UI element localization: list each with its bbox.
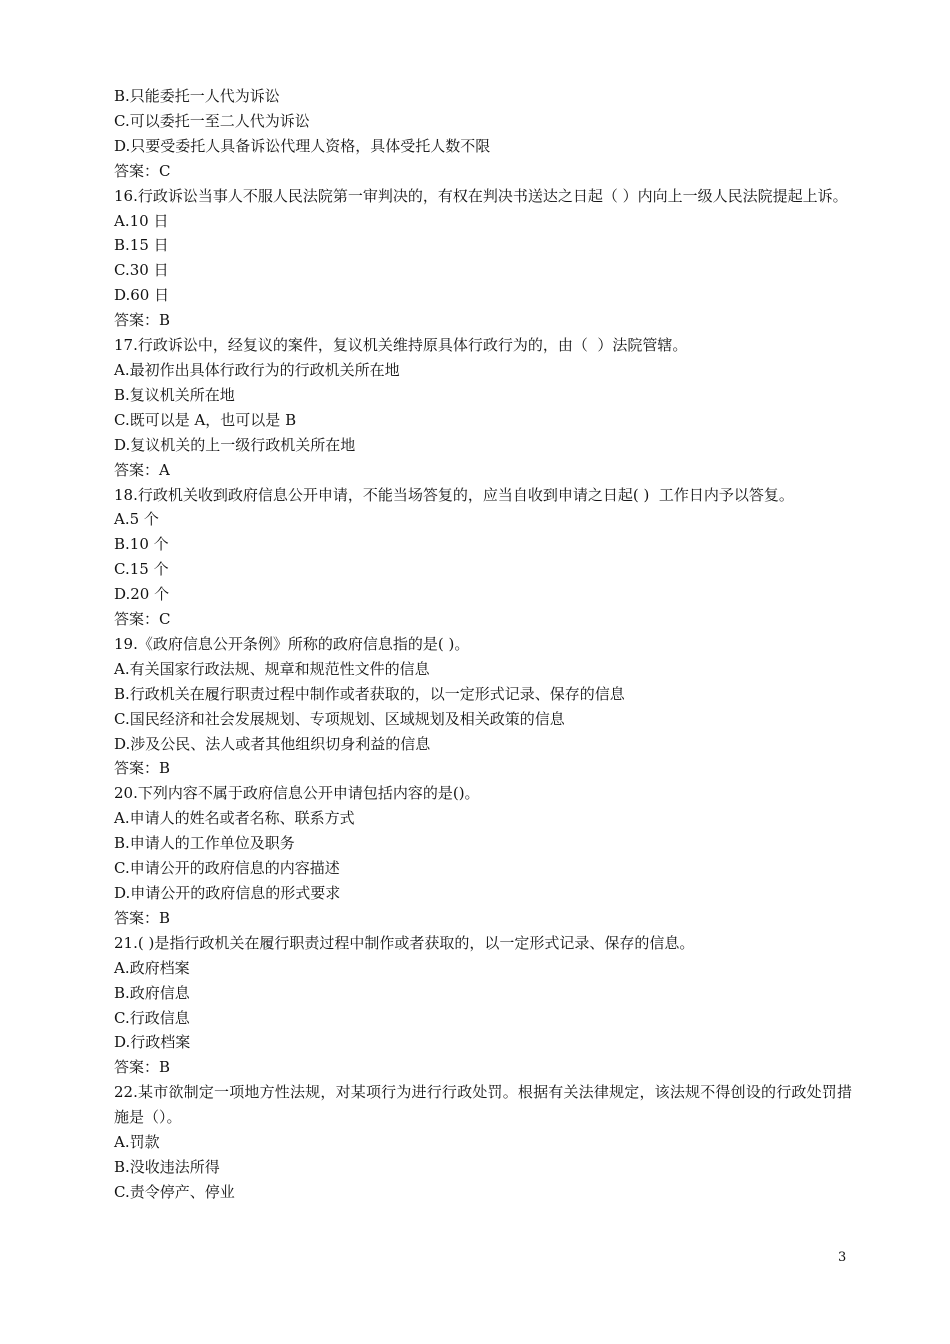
text-line: C.15 个 xyxy=(114,560,169,579)
text-line: B.10 个 xyxy=(114,535,169,554)
text-line: C.可以委托一至二人代为诉讼 xyxy=(114,111,310,130)
text-line: A.有关国家行政法规、规章和规范性文件的信息 xyxy=(114,659,430,678)
text-line: 答案：C xyxy=(114,610,171,629)
text-line: A.10 日 xyxy=(114,211,169,230)
text-line: A.罚款 xyxy=(114,1133,160,1152)
text-line: C.既可以是 A，也可以是 B xyxy=(114,410,297,429)
text-line: 20.下列内容不属于政府信息公开申请包括内容的是()。 xyxy=(114,784,480,803)
text-line: D.20 个 xyxy=(114,585,170,604)
text-line: D.60 日 xyxy=(114,286,170,305)
text-line: A.最初作出具体行政行为的行政机关所在地 xyxy=(114,360,400,379)
text-line: B.申请人的工作单位及职务 xyxy=(114,834,295,853)
text-line: 答案：B xyxy=(114,1058,171,1077)
text-line: D.只要受委托人具备诉讼代理人资格，具体受托人数不限 xyxy=(114,136,491,155)
text-line: 答案：A xyxy=(114,460,170,479)
text-line: 答案：B xyxy=(114,759,171,778)
text-line: B.只能委托一人代为诉讼 xyxy=(114,87,280,105)
text-line: D.申请公开的政府信息的形式要求 xyxy=(114,884,341,902)
document-body xyxy=(114,84,852,1205)
text-line: C.申请公开的政府信息的内容描述 xyxy=(114,859,340,878)
text-line: C.30 日 xyxy=(114,261,169,280)
text-line: B.政府信息 xyxy=(114,983,190,1002)
text-line: 答案：C xyxy=(114,161,171,180)
text-line: D.复议机关的上一级行政机关所在地 xyxy=(114,435,356,454)
text-line: D.涉及公民、法人或者其他组织切身利益的信息 xyxy=(114,734,431,753)
text-line: 22.某市欲制定一项地方性法规，对某项行为进行行政处罚。根据有关法律规定，该法规不得创设的行政处罚措施是（）。 xyxy=(114,1083,852,1127)
text-line: 18.行政机关收到政府信息公开申请，不能当场答复的，应当自收到申请之日起( ) 工作日内予以答复。 xyxy=(114,485,794,504)
text-line: C.国民经济和社会发展规划、专项规划、区域规划及相关政策的信息 xyxy=(114,709,565,728)
text-line: D.行政档案 xyxy=(114,1033,191,1052)
text-line: B.行政机关在履行职责过程中制作或者获取的，以一定形式记录、保存的信息 xyxy=(114,684,625,703)
text-line: B.没收违法所得 xyxy=(114,1157,220,1176)
text-line: 21.( )是指行政机关在履行职责过程中制作或者获取的，以一定形式记录、保存的信息。 xyxy=(114,933,695,952)
text-line: B.15 日 xyxy=(114,236,169,255)
page-number: 3 xyxy=(838,1250,847,1265)
text-line: 19.《政府信息公开条例》所称的政府信息指的是( )。 xyxy=(114,634,470,653)
text-line: 答案：B xyxy=(114,908,171,927)
text-line: 17.行政诉讼中，经复议的案件，复议机关维持原具体行政行为的，由（ ）法院管辖。 xyxy=(114,336,688,355)
text-line: 答案：B xyxy=(114,311,171,330)
text-line: A.申请人的姓名或者名称、联系方式 xyxy=(114,809,355,828)
text-line: A.政府档案 xyxy=(114,958,190,977)
text-line: C.行政信息 xyxy=(114,1008,190,1027)
text-line: 16.行政诉讼当事人不服人民法院第一审判决的，有权在判决书送达之日起（ ）内向上一级人民法院提起上诉。 xyxy=(114,186,848,205)
text-line: B.复议机关所在地 xyxy=(114,385,235,404)
text-line: A.5 个 xyxy=(114,510,159,529)
text-line: C.责令停产、停业 xyxy=(114,1182,235,1201)
